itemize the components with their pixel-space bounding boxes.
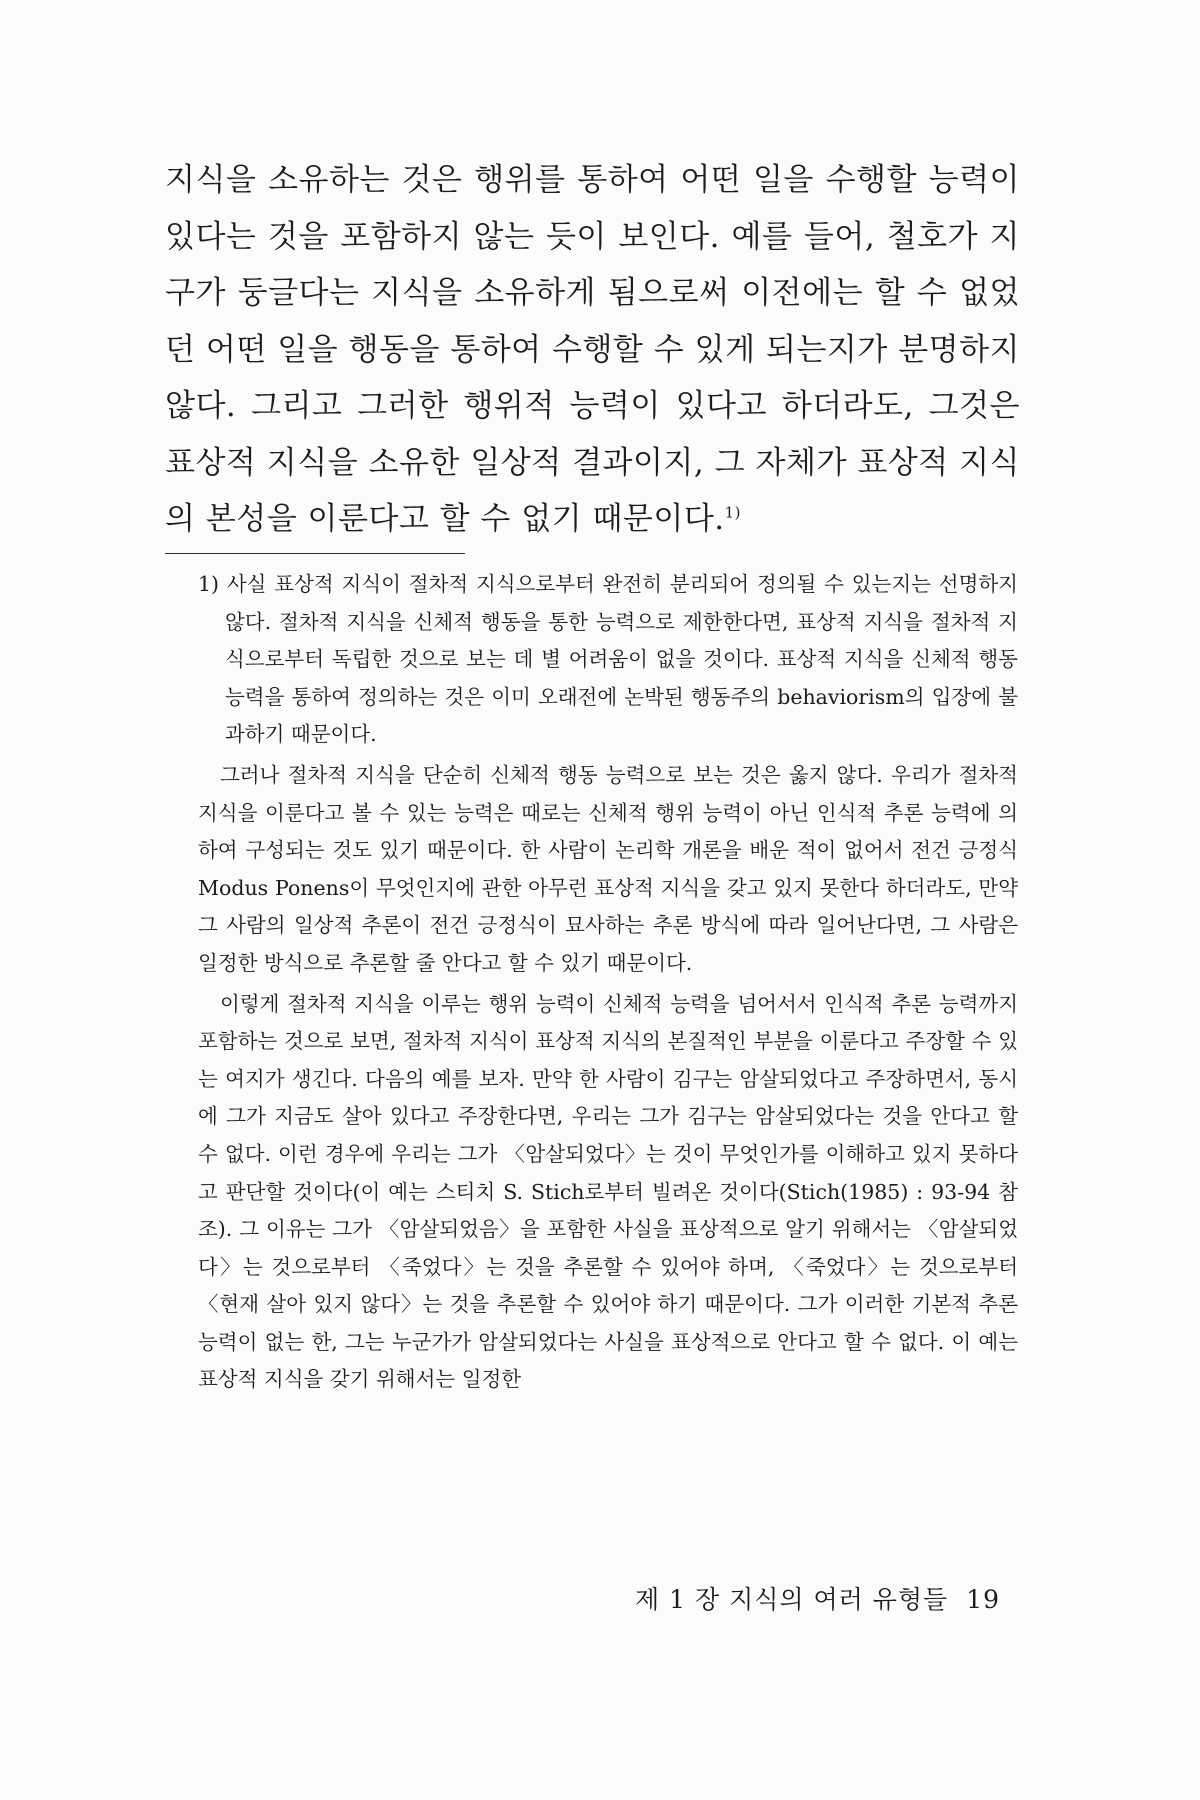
footnote-paragraph [198, 566, 1018, 754]
body-paragraph-text: 지식을 소유하는 것은 행위를 통하여 어떤 일을 수행할 능력이 있다는 것을 포함하지 않는 듯이 보인다. 예를 들어, 철호가 지구가 둥글다는 지식을 소유하게 됨으로써 이전에는 할 수 없었던 어떤 일을 행동을 통하여 수행할 수 있게 되는지가 분명하지 않다. 그리고 그러한 행위적 능력이 있다고 하더라도, 그것은 표상적 지식을 소유한 일상적 결과이지, 그 자체가 표상적 지식의 본성을 이룬다고 할 수 없기 때문이다. [165, 162, 1020, 537]
footnote-reference[interactable]: 1) [724, 503, 742, 522]
footnote-marker: 1) [198, 572, 220, 596]
body-paragraph [165, 152, 1020, 548]
page-footer [635, 1580, 1000, 1616]
footnote-text: 사실 표상적 지식이 절차적 지식으로부터 완전히 분리되어 정의될 수 있는지는 선명하지 않다. 절차적 지식을 신체적 행동을 통한 능력으로 제한한다면, 표상적 지식을 절차적 지식으로부터 독립한 것으로 보는 데 별 어려움이 없을 것이다. 표상적 지식을 신체적 행동 능력을 통하여 정의하는 것은 이미 오래전에 논박된 행동주의 behaviorism의 입장에 불과하기 때문이다. [225, 572, 1018, 747]
footnote-divider [165, 553, 465, 554]
footnote-paragraph: 이렇게 절차적 지식을 이루는 행위 능력이 신체적 능력을 넘어서서 인식적 추론 능력까지 포함하는 것으로 보면, 절차적 지식이 표상적 지식의 본질적인 부분을 이룬다고 주장할 수 있는 여지가 생긴다. 다음의 예를 보자. 만약 한 사람이 김구는 암살되었다고 주장하면서, 동시에 그가 지금도 살아 있다고 주장한다면, 우리는 그가 김구는 암살되었다는 것을 안다고 할 수 없다. 이런 경우에 우리는 그가 〈암살되었다〉는 것이 무엇인가를 이해하고 있지 못하다고 판단할 것이다(이 예는 스티치 S. Stich로부터 빌려온 것이다(Stich(1985) : 93-94 참조). 그 이유는 그가 〈암살되었음〉을 포함한 사실을 표상적으로 알기 위해서는 〈암살되었다〉는 것으로부터 〈죽었다〉는 것을 추론할 수 있어야 하며, 〈죽었다〉는 것으로부터 〈현재 살아 있지 않다〉는 것을 추론할 수 있어야 하기 때문이다. 그가 이러한 기본적 추론 능력이 없는 한, 그는 누군가가 암살되었다는 사실을 표상적으로 안다고 할 수 없다. 이 예는 표상적 지식을 갖기 위해서는 일정한 [198, 991, 1018, 1392]
footnote-block [198, 566, 1018, 1399]
footnote-paragraph: 그러나 절차적 지식을 단순히 신체적 행동 능력으로 보는 것은 옳지 않다. 우리가 절차적 지식을 이룬다고 볼 수 있는 능력은 때로는 신체적 행위 능력이 아닌 인식적 추론 능력에 의하여 구성되는 것도 있기 때문이다. 한 사람이 논리학 개론을 배운 적이 없어서 전건 긍정식 Modus Ponens이 무엇인지에 관한 아무런 표상적 지식을 갖고 있지 못한다 하더라도, 만약 그 사람의 일상적 추론이 전건 긍정식이 묘사하는 추론 방식에 따라 일어난다면, 그 사람은 일정한 방식으로 추론할 줄 안다고 할 수 있기 때문이다. [198, 762, 1018, 975]
page-number: 19 [966, 1585, 1000, 1614]
chapter-title: 제 1 장 지식의 여러 유형들 [635, 1585, 949, 1614]
